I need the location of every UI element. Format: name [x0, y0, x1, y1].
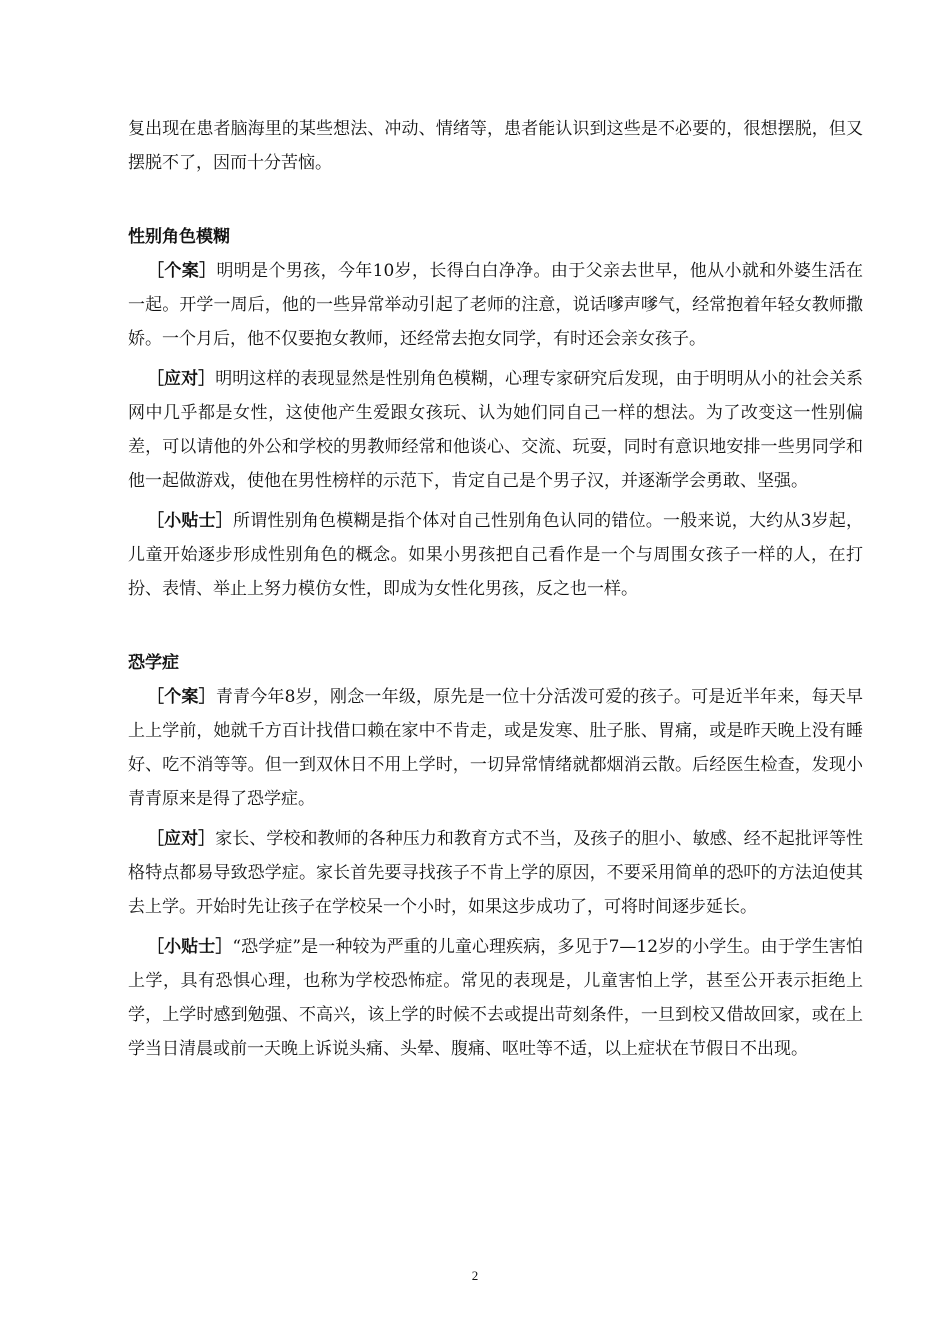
response-text: 家长、学校和教师的各种压力和教育方式不当，及孩子的胆小、敏感、经不起批评等性格特点都易导致恐学症。家长首先要寻找孩子不肯上学的原因，不要采用简单的恐吓的方法迫使其去上学。开始时先让孩子在学校呆一个小时，如果这步成功了，可将时间逐步延长。 — [128, 829, 864, 917]
response-paragraph — [128, 362, 863, 498]
intro-paragraph: 复出现在患者脑海里的某些想法、冲动、情绪等，患者能认识到这些是不必要的，很想摆脱，但又摆脱不了，因而十分苦恼。 — [128, 119, 863, 173]
case-tag: ［个案］ — [147, 687, 216, 707]
tip-text: “恐学症”是一种较为严重的儿童心理疾病，多见于7—12岁的小学生。由于学生害怕上学，具有恐惧心理，也称为学校恐怖症。常见的表现是，儿童害怕上学，甚至公开表示拒绝上学，上学时感到勉强、不高兴，该上学的时候不去或提出苛刻条件，一旦到校又借故回家，或在上学当日清晨或前一天晚上诉说头痛、头晕、腹痛、呕吐等不适，以上症状在节假日不出现。 — [128, 937, 864, 1059]
tip-text: 所谓性别角色模糊是指个体对自己性别角色认同的错位。一般来说，大约从3岁起，儿童开始逐步形成性别角色的概念。如果小男孩把自己看作是一个与周围女孩子一样的人，在打扮、表情、举止上努力模仿女性，即成为女性化男孩，反之也一样。 — [128, 511, 863, 599]
case-text: 青青今年8岁，刚念一年级，原先是一位十分活泼可爱的孩子。可是近半年来，每天早上上学前，她就千方百计找借口赖在家中不肯走，或是发寒、肚子胀、胃痛，或是昨天晚上没有睡好、吃不消等等。但一到双休日不用上学时，一切异常情绪就都烟消云散。后经医生检查，发现小青青原来是得了恐学症。 — [128, 687, 864, 809]
response-tag: ［应对］ — [147, 829, 216, 849]
section-title-gender-role: 性别角色模糊 — [128, 227, 230, 247]
tip-tag: ［小贴士］ — [147, 937, 233, 957]
page-number: 2 — [471, 1268, 479, 1283]
tip-tag: ［小贴士］ — [147, 511, 233, 531]
section-spacer — [128, 180, 863, 220]
case-paragraph — [128, 680, 863, 816]
document-body — [128, 112, 863, 1066]
response-tag: ［应对］ — [147, 369, 216, 389]
tip-paragraph — [128, 504, 863, 606]
response-paragraph — [128, 822, 863, 924]
case-paragraph — [128, 254, 863, 356]
tip-paragraph — [128, 930, 863, 1066]
response-text: 明明这样的表现显然是性别角色模糊，心理专家研究后发现，由于明明从小的社会关系网中几乎都是女性，这使他产生爱跟女孩玩、认为她们同自己一样的想法。为了改变这一性别偏差，可以请他的外公和学校的男教师经常和他谈心、交流、玩耍，同时有意识地安排一些男同学和他一起做游戏，使他在男性榜样的示范下，肯定自己是个男子汉，并逐渐学会勇敢、坚强。 — [128, 369, 864, 491]
section-spacer — [128, 606, 863, 646]
section-title-school-phobia: 恐学症 — [128, 653, 179, 673]
case-text: 明明是个男孩，今年10岁，长得白白净净。由于父亲去世早，他从小就和外婆生活在一起。开学一周后，他的一些异常举动引起了老师的注意，说话嗲声嗲气，经常抱着年轻女教师撒娇。一个月后，他不仅要抱女教师，还经常去抱女同学，有时还会亲女孩子。 — [128, 261, 863, 349]
case-tag: ［个案］ — [147, 261, 217, 281]
